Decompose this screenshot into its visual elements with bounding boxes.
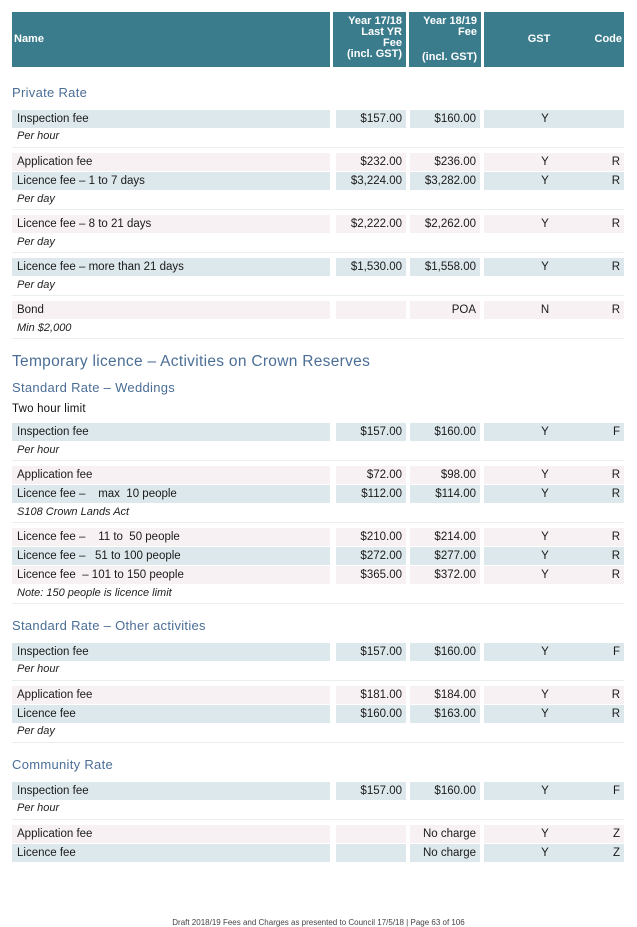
table-row	[12, 566, 624, 584]
table-row	[12, 215, 624, 233]
row-note: Per hour	[17, 130, 60, 142]
fee-1819: $98.00	[410, 466, 480, 484]
fee-name: Inspection fee	[12, 423, 330, 441]
page-footer: Draft 2018/19 Fees and Charges as presented to Council 17/5/18 | Page 63 of 106	[172, 918, 465, 927]
row-note: Note: 150 people is licence limit	[17, 587, 172, 599]
row-note: Per day	[17, 725, 55, 737]
fee-name: Application fee	[12, 466, 330, 484]
gst-flag: Y	[484, 466, 606, 484]
gst-flag: Y	[484, 825, 606, 843]
fee-1718: $1,530.00	[336, 258, 406, 276]
fee-name: Licence fee	[12, 705, 330, 723]
table-row	[12, 485, 624, 503]
fee-code: F	[606, 423, 624, 441]
table-row	[12, 686, 624, 704]
row-divider	[12, 819, 624, 820]
fee-code: R	[606, 528, 624, 546]
fee-name: Licence fee – max 10 people	[12, 485, 330, 503]
fee-1819: $2,262.00	[410, 215, 480, 233]
row-note: Per day	[17, 279, 55, 291]
fee-name: Inspection fee	[12, 110, 330, 128]
section-title-temporary-licence: Temporary licence – Activities on Crown Reserves	[12, 353, 371, 370]
table-row	[12, 466, 624, 484]
fee-code: R	[606, 547, 624, 565]
fee-1718: $157.00	[336, 110, 406, 128]
header-1718-line4: (incl. GST)	[347, 48, 402, 60]
fee-1819: $160.00	[410, 423, 480, 441]
fee-1718: $157.00	[336, 782, 406, 800]
header-year-1819	[409, 12, 481, 67]
fee-1718: $210.00	[336, 528, 406, 546]
fee-name: Licence fee – 11 to 50 people	[12, 528, 330, 546]
fee-code: R	[606, 301, 624, 319]
header-year-1718	[333, 12, 406, 67]
section-title-community-rate: Community Rate	[12, 757, 114, 772]
header-name	[12, 12, 330, 67]
table-row	[12, 153, 624, 171]
fee-code: F	[606, 643, 624, 661]
header-gst-label: GST	[527, 33, 551, 45]
section-subtitle-weddings: Standard Rate – Weddings	[12, 380, 176, 395]
fee-1819: $160.00	[410, 110, 480, 128]
fee-name: Inspection fee	[12, 643, 330, 661]
table-row	[12, 423, 624, 441]
table-row	[12, 825, 624, 843]
row-divider	[12, 680, 624, 681]
row-note: Per hour	[17, 663, 60, 675]
two-hour-limit-label: Two hour limit	[12, 403, 86, 415]
fee-1819: $163.00	[410, 705, 480, 723]
gst-flag: Y	[484, 215, 606, 233]
fee-1718	[336, 844, 406, 862]
header-gst	[484, 12, 594, 67]
fee-1718: $3,224.00	[336, 172, 406, 190]
fee-code: R	[606, 153, 624, 171]
fee-1819: $1,558.00	[410, 258, 480, 276]
fee-code: R	[606, 215, 624, 233]
table-row	[12, 782, 624, 800]
fee-name: Licence fee	[12, 844, 330, 862]
fee-name: Inspection fee	[12, 782, 330, 800]
gst-flag: Y	[484, 705, 606, 723]
row-divider	[12, 603, 624, 604]
fee-name: Licence fee – 51 to 100 people	[12, 547, 330, 565]
fee-1819: $372.00	[410, 566, 480, 584]
fee-1718: $157.00	[336, 423, 406, 441]
fee-1819: No charge	[410, 844, 480, 862]
fee-1819: $277.00	[410, 547, 480, 565]
header-1819-line1: Year 18/19	[423, 15, 477, 27]
fee-1718: $160.00	[336, 705, 406, 723]
fee-1819: $184.00	[410, 686, 480, 704]
fee-1718: $2,222.00	[336, 215, 406, 233]
row-divider	[12, 209, 624, 210]
header-name-label: Name	[14, 33, 44, 45]
fee-1718: $232.00	[336, 153, 406, 171]
fee-1819: $236.00	[410, 153, 480, 171]
table-row	[12, 301, 624, 319]
row-divider	[12, 742, 624, 743]
header-1718-line2: Last YR	[361, 26, 402, 38]
fee-1718: $181.00	[336, 686, 406, 704]
fee-1819: $3,282.00	[410, 172, 480, 190]
header-1718-line1: Year 17/18	[348, 15, 402, 27]
header-1718-line3: Fee	[383, 37, 402, 49]
fee-1718	[336, 825, 406, 843]
header-1819-line3: (incl. GST)	[422, 51, 477, 63]
fee-1718: $157.00	[336, 643, 406, 661]
row-note: Per hour	[17, 802, 60, 814]
fee-name: Licence fee – 8 to 21 days	[12, 215, 330, 233]
fee-code: Z	[606, 825, 624, 843]
row-divider	[12, 295, 624, 296]
fee-name: Application fee	[12, 825, 330, 843]
gst-flag: Y	[484, 485, 606, 503]
fee-name: Licence fee – 101 to 150 people	[12, 566, 330, 584]
fee-1718	[336, 301, 406, 319]
row-divider	[12, 147, 624, 148]
gst-flag: Y	[484, 686, 606, 704]
gst-flag: Y	[484, 844, 606, 862]
table-row	[12, 844, 624, 862]
gst-flag: Y	[484, 110, 606, 128]
header-1819-line2: Fee	[458, 26, 477, 38]
header-code	[594, 12, 624, 67]
row-note: Per day	[17, 236, 55, 248]
fee-code: F	[606, 782, 624, 800]
fee-1819: POA	[410, 301, 480, 319]
fee-code: R	[606, 485, 624, 503]
fee-1819: $114.00	[410, 485, 480, 503]
fee-name: Application fee	[12, 153, 330, 171]
fee-name: Bond	[12, 301, 330, 319]
fee-1819: $160.00	[410, 782, 480, 800]
row-note: S108 Crown Lands Act	[17, 506, 130, 518]
section-title-other-activities: Standard Rate – Other activities	[12, 618, 206, 633]
fee-1718: $72.00	[336, 466, 406, 484]
gst-flag: Y	[484, 153, 606, 171]
header-code-label: Code	[594, 33, 622, 45]
fee-code: R	[606, 566, 624, 584]
gst-flag: Y	[484, 566, 606, 584]
fee-code: R	[606, 705, 624, 723]
fee-name: Licence fee – 1 to 7 days	[12, 172, 330, 190]
gst-flag: N	[484, 301, 606, 319]
fee-code: R	[606, 686, 624, 704]
row-divider	[12, 460, 624, 461]
fee-name: Licence fee – more than 21 days	[12, 258, 330, 276]
table-row	[12, 172, 624, 190]
table-row	[12, 705, 624, 723]
gst-flag: Y	[484, 172, 606, 190]
table-row	[12, 547, 624, 565]
row-divider	[12, 252, 624, 253]
fee-code: R	[606, 172, 624, 190]
row-divider	[12, 522, 624, 523]
section-title-private-rate: Private Rate	[12, 85, 88, 100]
gst-flag: Y	[484, 547, 606, 565]
fee-code	[606, 110, 624, 128]
fee-1819: No charge	[410, 825, 480, 843]
gst-flag: Y	[484, 643, 606, 661]
table-row	[12, 643, 624, 661]
gst-flag: Y	[484, 423, 606, 441]
fee-code: Z	[606, 844, 624, 862]
fee-1718: $272.00	[336, 547, 406, 565]
table-row	[12, 258, 624, 276]
fee-1819: $160.00	[410, 643, 480, 661]
gst-flag: Y	[484, 782, 606, 800]
table-row	[12, 528, 624, 546]
fee-1718: $112.00	[336, 485, 406, 503]
fee-1819: $214.00	[410, 528, 480, 546]
fee-1718: $365.00	[336, 566, 406, 584]
row-note: Min $2,000	[17, 322, 72, 334]
fee-code: R	[606, 466, 624, 484]
row-note: Per hour	[17, 444, 60, 456]
table-row	[12, 110, 624, 128]
fee-name: Application fee	[12, 686, 330, 704]
gst-flag: Y	[484, 528, 606, 546]
row-note: Per day	[17, 193, 55, 205]
row-divider	[12, 338, 624, 339]
gst-flag: Y	[484, 258, 606, 276]
fee-code: R	[606, 258, 624, 276]
